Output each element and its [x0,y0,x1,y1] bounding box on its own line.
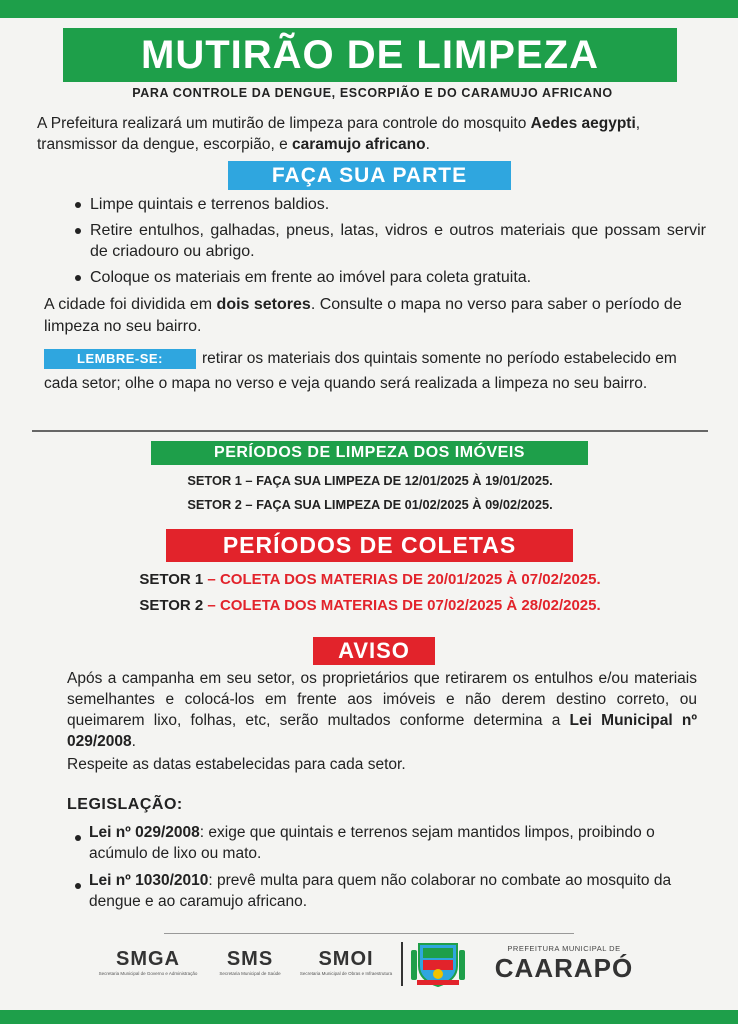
list-item: Lei nº 029/2008: exige que quintais e terrenos sejam mantidos limpos, proibindo o acúmulo de lixo ou mato. [75,822,697,864]
lembre-paragraph: LEMBRE-SE: retirar os materiais dos quintais somente no período estabelecido em cada setor; olhe o mapa no verso e veja quando será realizada a limpeza no seu bairro. [44,350,677,392]
aviso-paragraph: Após a campanha em seu setor, os proprietários que retirarem os entulhos e/ou materiais semelhantes e colocá-los em frente aos imóveis e não derem destino correto, ou queimarem lixo, folhas, etc, serão multados conforme determina a Lei Municipal nº 029/2008. [67,670,697,750]
top-green-bar [0,0,738,18]
page-subtitle: PARA CONTROLE DA DENGUE, ESCORPIÃO E DO CARAMUJO AFRICANO [132,86,613,100]
footer-separator [401,942,403,986]
aviso-heading: AVISO [313,637,435,665]
faca-sua-parte-heading: FAÇA SUA PARTE [228,161,511,190]
coleta-setor-1: SETOR 1 – COLETA DOS MATERIAS DE 20/01/2025 À 07/02/2025. [139,571,601,588]
limpeza-setor-2: SETOR 2 – FAÇA SUA LIMPEZA DE 01/02/2025 À 09/02/2025. [187,497,553,512]
coleta-setor-2: SETOR 2 – COLETA DOS MATERIAS DE 07/02/2025 À 28/02/2025. [139,597,601,614]
setores-paragraph: A cidade foi dividida em dois setores. Consulte o mapa no verso para saber o período de limpeza no seu bairro. [44,296,682,335]
limpeza-heading: PERÍODOS DE LIMPEZA DOS IMÓVEIS [151,441,588,465]
intro-paragraph: A Prefeitura realizará um mutirão de limpeza para controle do mosquito Aedes aegypti, transmissor da dengue, escorpião, e caramujo africano. [37,115,641,153]
lembre-tag: LEMBRE-SE: [44,349,196,369]
list-item: Limpe quintais e terrenos baldios. [74,194,706,215]
prefeitura-logo: PREFEITURA MUNICIPAL DE CAARAPÓ [494,944,634,983]
limpeza-setor-1: SETOR 1 – FAÇA SUA LIMPEZA DE 12/01/2025 À 19/01/2025. [187,473,553,488]
org-smoi: SMOI Secretaria Municipal de Obras e Infraestrutura [299,948,393,976]
org-sms: SMS Secretaria Municipal de Saúde [219,948,281,976]
legislacao-title: LEGISLAÇÃO: [67,796,183,813]
bottom-green-bar [0,1010,738,1024]
list-item: Lei nº 1030/2010: prevê multa para quem não colaborar no combate ao mosquito da dengue e ao caramujo africano. [75,870,697,912]
org-smga: SMGA Secretaria Municipal de Governo e Administração [98,948,198,976]
list-item: Coloque os materiais em frente ao imóvel para coleta gratuita. [74,267,706,288]
faca-sua-parte-list [74,194,706,293]
coat-of-arms-icon [409,940,467,988]
list-item: Retire entulhos, galhadas, pneus, latas, vidros e outros materiais que possam servir de criadouro ou abrigo. [74,220,706,262]
coletas-heading: PERÍODOS DE COLETAS [166,529,573,562]
legislacao-list [75,822,697,918]
divider [32,430,708,432]
respeite-paragraph: Respeite as datas estabelecidas para cada setor. [67,756,406,773]
page-title: MUTIRÃO DE LIMPEZA [63,28,677,82]
footer [96,940,656,990]
footer-divider [164,933,574,934]
